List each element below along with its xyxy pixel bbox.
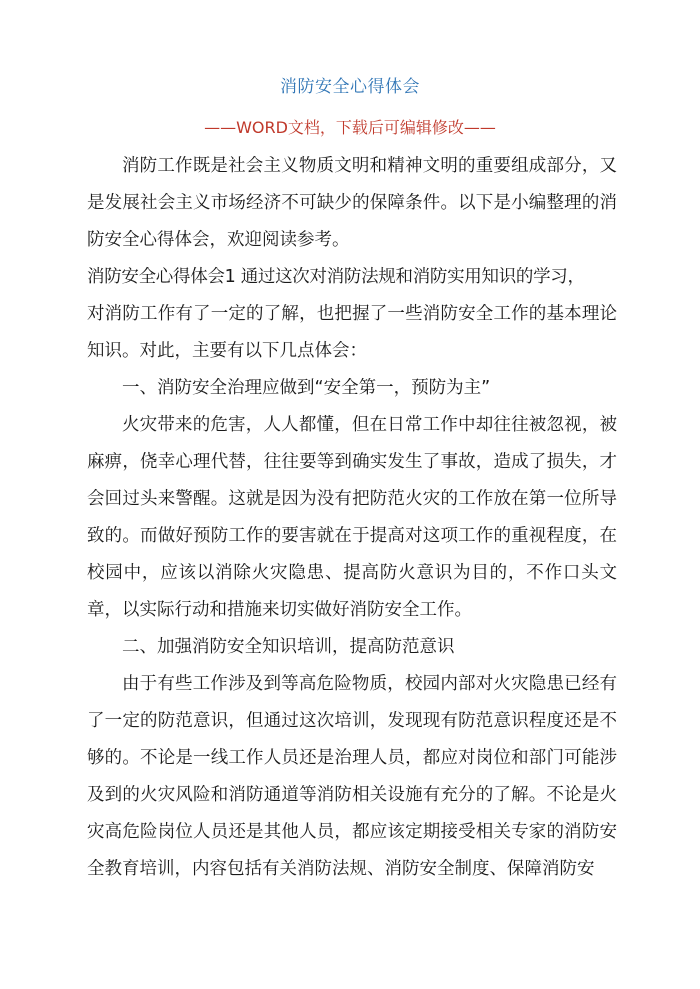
paragraph-section-2: 由于有些工作涉及到等高危险物质，校园内部对火灾隐患已经有了一定的防范意识，但通过这次培训，发现现有防范意识程度还是不够的。不论是一线工作人员还是治理人员，都应对岗位和部门可能涉及到的火灾风险和消防通道等消防相关设施有充分的了解。不论是火灾高危险岗位人员还是其他人员，都应该定期接受相关专家的消防安全教育培训，内容包括有关消防法规、消防安全制度、保障消防安 (87, 674, 617, 879)
document-subtitle: ——WORD文档，下载后可编辑修改—— (204, 118, 496, 137)
section-heading-1: 一、消防安全治理应做到“安全第一，预防为主” (122, 378, 491, 398)
document-title: 消防安全心得体会 (280, 77, 420, 97)
paragraph-section-1: 火灾带来的危害，人人都懂，但在日常工作中却往往被忽视，被麻痹，侥幸心理代替，往往要等到确实发生了事故，造成了损失，才会回过头来警醒。这就是因为没有把防范火灾的工作放在第一位所导致的。而做好预防工作的要害就在于提高对这项工作的重视程度，在校园中，应该以消除火灾隐患、提高防火意识为目的，不作口头文章，以实际行动和措施来切实做好消防安全工作。 (87, 415, 617, 620)
paragraph-intro: 消防工作既是社会主义物质文明和精神文明的重要组成部分，又是发展社会主义市场经济不可缺少的保障条件。以下是小编整理的消防安全心得体会，欢迎阅读参考。 (87, 156, 617, 250)
paragraph-understanding: 对消防工作有了一定的了解，也把握了一些消防安全工作的基本理论知识。对此，主要有以下几点体会： (87, 304, 617, 361)
document-body (87, 148, 617, 888)
paragraph-heading-1: 消防安全心得体会1 通过这次对消防法规和消防实用知识的学习， (87, 267, 585, 287)
section-heading-2: 二、加强消防安全知识培训，提高防范意识 (122, 637, 455, 657)
